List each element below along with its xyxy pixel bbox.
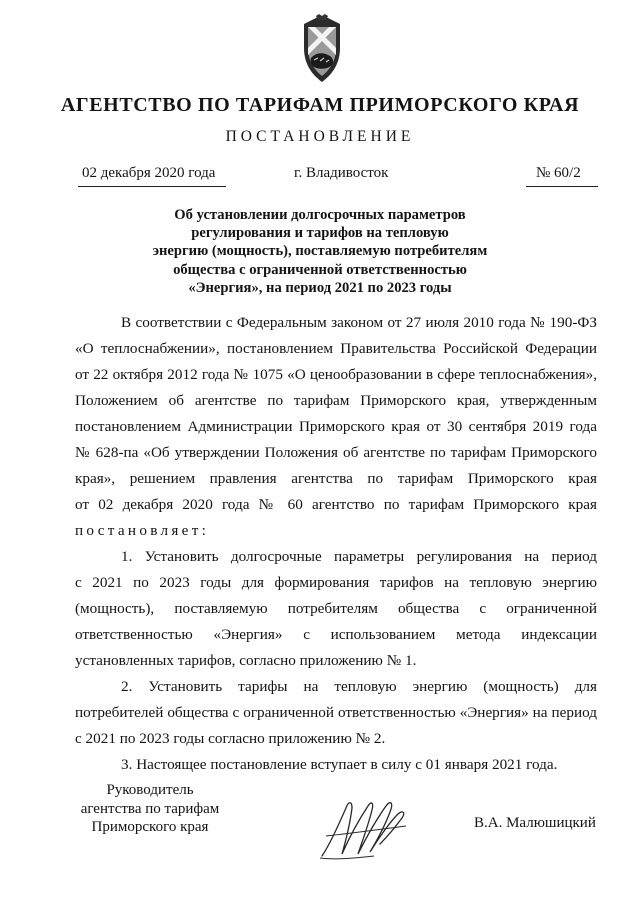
title-line: энергию (мощность), поставляемую потребителям xyxy=(152,243,488,260)
signer-position-line: Руководитель xyxy=(106,782,194,798)
number-underline xyxy=(526,186,598,187)
title-line: «Энергия», на период 2021 по 2023 годы xyxy=(188,279,452,296)
preamble-line: № 628-па «Об утверждении Положения об агентстве по тарифам Приморского xyxy=(75,444,597,461)
preamble-line: от 02 декабря 2020 года № 60 агентство по тарифам Приморского края xyxy=(75,496,597,513)
title-line: общества с ограниченной ответственностью xyxy=(173,261,467,278)
item-3-line: 3. Настоящее постановление вступает в силу с 01 января 2021 года. xyxy=(121,756,558,773)
document-body xyxy=(75,310,597,778)
document-title xyxy=(100,206,540,297)
item-1-line: ответственностью «Энергия» с использованием метода индексации xyxy=(75,626,597,643)
preamble-line: Положением об агентстве по тарифам Приморского края, утвержденным xyxy=(75,392,597,409)
item-2-line: потребителей общества с ограниченной ответственностью «Энергия» на период xyxy=(75,704,597,721)
item-2-line: с 2021 по 2023 годы согласно приложению № 2. xyxy=(75,730,386,747)
item-1-line: 1. Установить долгосрочные параметры регулирования на период xyxy=(121,548,597,565)
resolves-word: постановляет: xyxy=(75,522,210,539)
date-underline xyxy=(78,186,226,187)
coat-of-arms-icon xyxy=(296,14,348,86)
signer-position-line: агентства по тарифам xyxy=(80,800,220,817)
document-city: г. Владивосток xyxy=(294,165,389,181)
handwritten-signature xyxy=(316,796,412,862)
preamble-line: постановлением Администрации Приморского края от 30 сентября 2019 года xyxy=(75,418,597,435)
preamble-line: края», решением правления агентства по тарифам Приморского края xyxy=(75,470,597,487)
signer-position-line: Приморского края xyxy=(91,819,209,835)
document-type: ПОСТАНОВЛЕНИЕ xyxy=(225,128,415,145)
title-line: Об установлении долгосрочных параметров xyxy=(174,207,466,223)
document-date: 02 декабря 2020 года xyxy=(82,165,216,181)
preamble-line: «О теплоснабжении», постановлением Правительства Российской Федерации xyxy=(75,340,597,357)
signer-position xyxy=(70,781,230,837)
preamble-line: В соответствии с Федеральным законом от 27 июля 2010 года № 190-ФЗ xyxy=(121,314,597,331)
item-1-line: установленных тарифов, согласно приложению № 1. xyxy=(75,652,417,669)
preamble-line: от 22 октября 2012 года № 1075 «О ценообразовании в сфере теплоснабжения», xyxy=(75,366,597,383)
item-1-line: (мощность), поставляемую потребителям общества с ограниченной xyxy=(75,600,597,617)
signer-name: В.А. Малюшицкий xyxy=(474,815,596,831)
item-1-line: с 2021 по 2023 годы для формирования тарифов на тепловую энергию xyxy=(75,574,597,591)
document-number: № 60/2 xyxy=(536,165,581,181)
agency-name: АГЕНТСТВО ПО ТАРИФАМ ПРИМОРСКОГО КРАЯ xyxy=(60,94,580,116)
item-2-line: 2. Установить тарифы на тепловую энергию (мощность) для xyxy=(121,678,597,695)
title-line: регулирования и тарифов на тепловую xyxy=(191,225,449,242)
